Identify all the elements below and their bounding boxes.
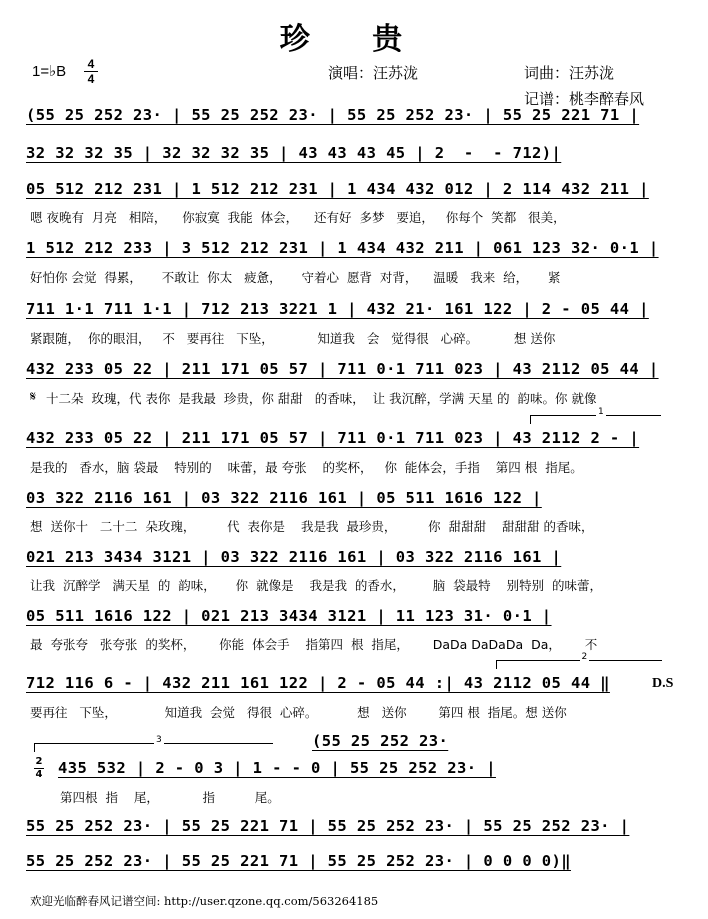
notes-coda-intro: (55 25 252 23· [312, 732, 449, 750]
notes-row-7: 432 233 05 22 | 211 171 05 57 | 711 0·1 711 023 | 43 2112 2 - | [26, 429, 640, 447]
volta-2-label: 2 [581, 652, 588, 662]
time-signature-top: 4 [87, 57, 95, 71]
lyricist-credit: 词曲：汪苏泷 [524, 64, 615, 82]
score-row-10 [26, 607, 686, 633]
lyric-row-9: 让我 沉醉学 满天星 的 韵味， 你 就像是 我是我 的香水， 脑 袋最特 别特别 的味蕾， [30, 578, 603, 593]
score-row-5 [26, 300, 686, 326]
notes-row-12: 435 532 | 2 - 0 3 | 1 - - 0 | 55 25 252 23· | [58, 759, 496, 777]
notes-row-6: 432 233 05 22 | 211 171 05 57 | 711 0·1 711 023 | 43 2112 05 44 | [26, 360, 659, 378]
notes-row-3: 05 512 212 231 | 1 512 212 231 | 1 434 432 012 | 2 114 432 211 | [26, 180, 649, 198]
score-row-14 [26, 852, 686, 878]
segno-sign: 𝄋 [30, 389, 37, 405]
lyric-row-4: 好怕你 会觉 得累， 不敢让 你太 疲惫， 守着心 愿背 对背， 温暖 我来 给， 紧 [30, 270, 561, 285]
lyric-row-8: 想 送你十 二十二 朵玫瑰， 代 表你是 我是我 最珍贵， 你 甜甜甜 甜甜甜 的香味， [30, 519, 594, 534]
volta-1-label: 1 [598, 407, 604, 417]
score-row-8 [26, 489, 686, 515]
ds-marking: D.S [652, 676, 674, 691]
time-signature [84, 58, 98, 85]
notes-row-5: 711 1·1 711 1·1 | 712 213 3221 1 | 432 21· 161 122 | 2 - 05 44 | [26, 300, 649, 318]
volta-3-label: 3 [156, 735, 162, 745]
score-row-3 [26, 180, 686, 206]
transcriber-credit: 记谱：桃李醉春风 [524, 90, 645, 108]
footer-link-text: 欢迎光临醉春风记谱空间: http://user.qzone.qq.com/563264185 [30, 894, 379, 908]
score-row-1 [26, 106, 686, 132]
lyric-row-5: 紧跟随， 你的眼泪， 不 要再往 下坠， 知道我 会 觉得很 心碎。 想 送你 [30, 331, 556, 346]
lyric-row-11: 要再往 下坠， 知道我 会觉 得很 心碎。 想 送你 第四 根 指尾。想 送你 [30, 705, 567, 720]
key-signature: 1=♭B [32, 63, 67, 80]
notes-row-9: 021 213 3434 3121 | 03 322 2116 161 | 03 322 2116 161 | [26, 548, 562, 566]
notes-row-4: 1 512 212 233 | 3 512 212 231 | 1 434 432 211 | 061 123 32· 0·1 | [26, 239, 659, 257]
notes-row-10: 05 511 1616 122 | 021 213 3434 3121 | 11 123 31· 0·1 | [26, 607, 552, 625]
notes-row-14: 55 25 252 23· | 55 25 221 71 | 55 25 252 23· | 0 0 0 0)‖ [26, 852, 571, 870]
volta-2 [496, 652, 662, 669]
lyric-row-7: 是我的 香水，脑 袋最 特别的 味蕾，最 夸张 的奖杯， 你 能体会，手指 第四 根 指尾。 [30, 460, 583, 475]
notes-row-1: (55 25 252 23· | 55 25 252 23· | 55 25 252 23· | 55 25 221 71 | [26, 106, 640, 124]
notes-row-2: 32 32 32 35 | 32 32 32 35 | 43 43 43 45 | 2 - - 712)| [26, 144, 562, 162]
score-row-13 [26, 817, 686, 843]
notes-row-8: 03 322 2116 161 | 03 322 2116 161 | 05 511 1616 122 | [26, 489, 542, 507]
lyric-row-10: 最 夸张夸 张夸张 的奖杯， 你能 体会手 指第四 根 指尾， DaDa DaDaDa Da， 不 [30, 637, 598, 652]
lyric-row-12: 第四根 指 尾， 指 尾。 [60, 790, 280, 805]
volta-3 [34, 735, 273, 752]
volta-1 [530, 407, 661, 424]
score-row-2 [26, 144, 686, 170]
score-row-6 [26, 360, 686, 386]
score-row-9 [26, 548, 686, 574]
score-row-7 [26, 429, 686, 455]
lyric-row-6: 十二朵 玫瑰，代 表你 是我最 珍贵，你 甜甜 的香味， 让 我沉醉，学满 天星 的 韵味。你 就像 [46, 391, 597, 406]
notes-row-11: 712 116 6 - | 432 211 161 122 | 2 - 05 44 :| 43 2112 05 44 ‖ [26, 674, 610, 692]
singer-credit: 演唱：汪苏泷 [328, 64, 419, 82]
time-signature-bottom: 4 [87, 72, 95, 86]
score-row-12 [58, 759, 688, 785]
lyric-row-3: 嗯 夜晚有 月亮 相陪， 你寂寞 我能 体会， 还有好 多梦 要追， 你每个 笑都 很美， [30, 210, 566, 225]
notes-row-13: 55 25 252 23· | 55 25 221 71 | 55 25 252 23· | 55 25 252 23· | [26, 817, 630, 835]
coda-intro [312, 732, 512, 758]
time-signature-2-4: 2 4 [35, 756, 43, 780]
song-title: 珍 贵 [279, 22, 429, 57]
score-row-11 [26, 674, 686, 700]
score-row-4 [26, 239, 686, 265]
